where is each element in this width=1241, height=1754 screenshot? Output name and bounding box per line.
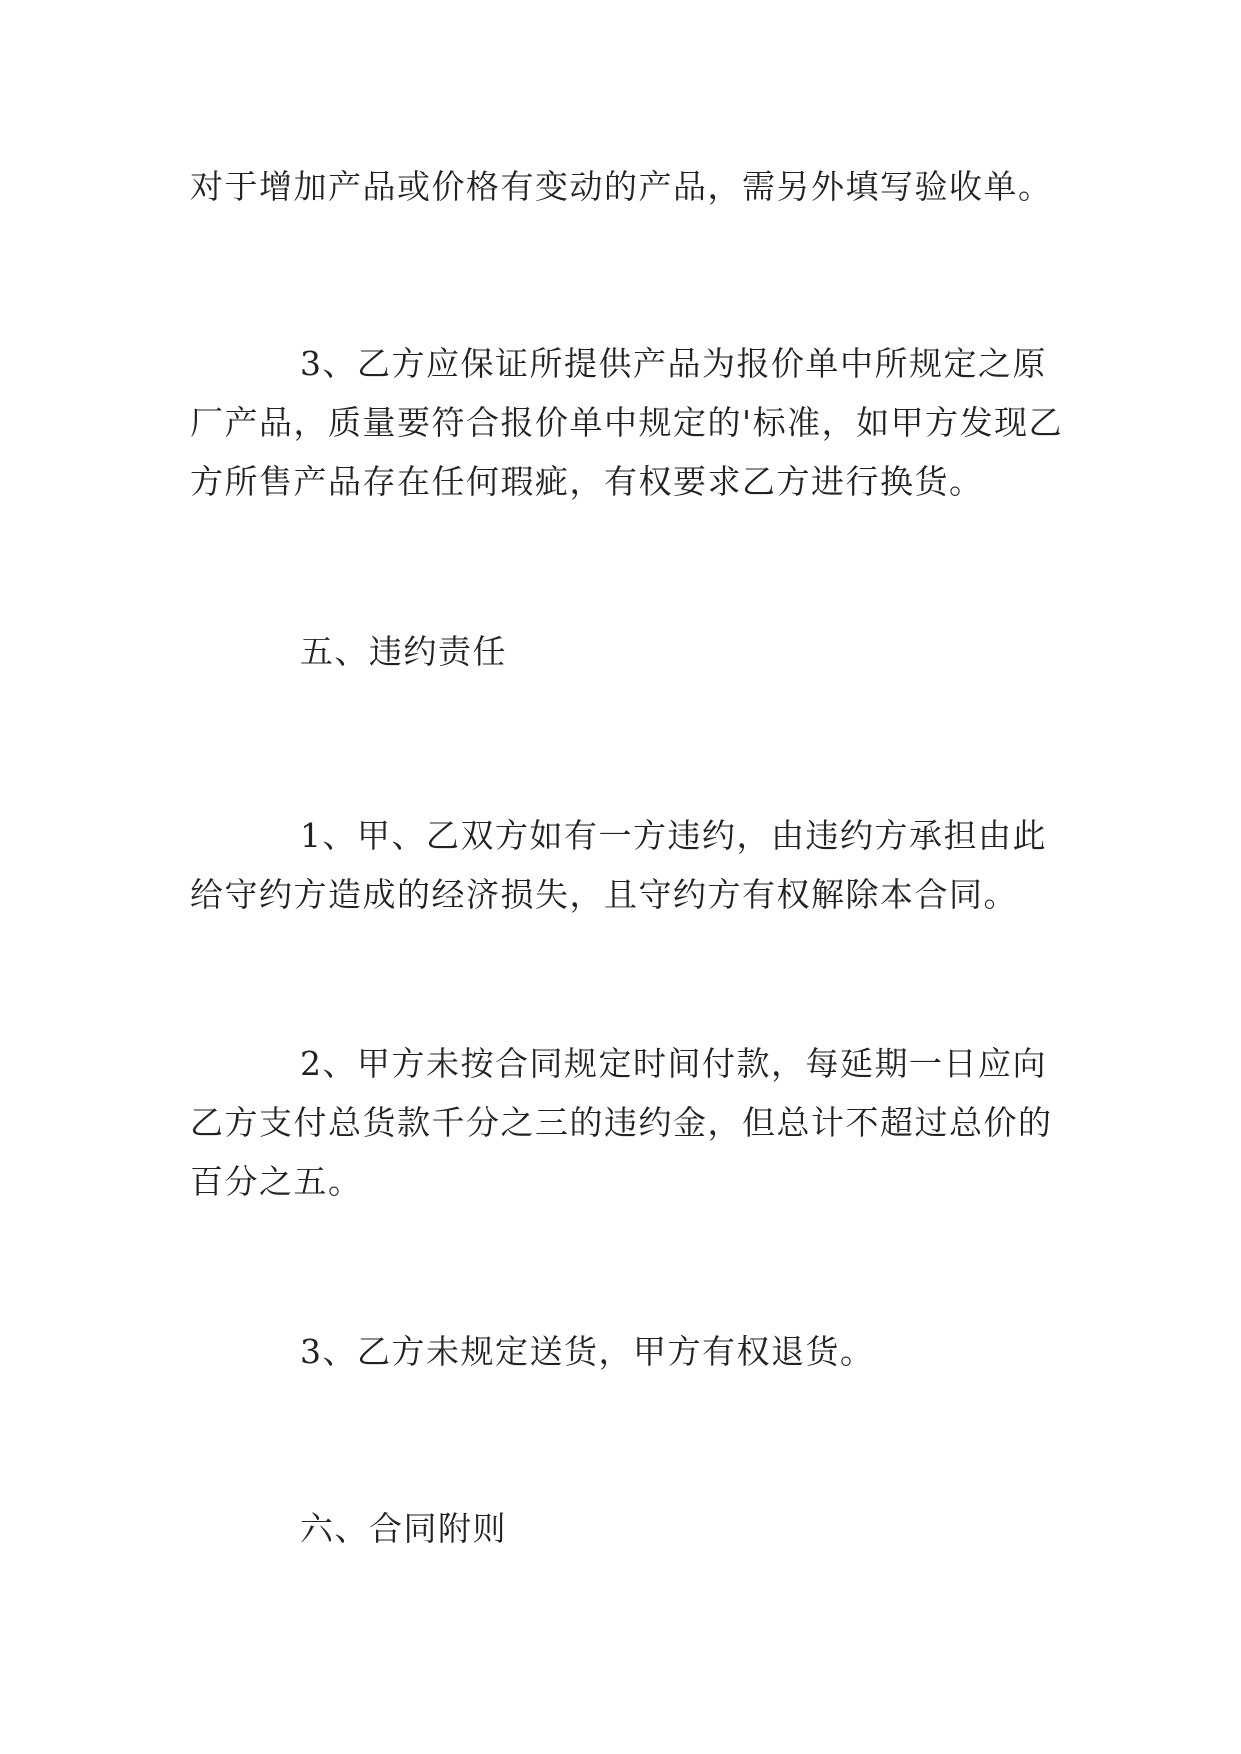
- section-heading-breach-liability: 五、违约责任: [300, 632, 507, 671]
- paragraph-receipt-note: 对于增加产品或价格有变动的产品，需另外填写验收单。: [190, 167, 1053, 206]
- section-heading-supplementary-provisions: 六、合同附则: [300, 1509, 507, 1548]
- paragraph-clause-breach-damages: 1、甲、乙双方如有一方违约，由违约方承担由此给守约方造成的经济损失，且守约方有权解除本合同。: [190, 816, 1047, 914]
- paragraph-clause-quality: 3、乙方应保证所提供产品为报价单中所规定之原厂产品，质量要符合报价单中规定的'标准，如甲方发现乙方所售产品存在任何瑕疵，有权要求乙方进行换货。: [190, 344, 1064, 501]
- paragraph-clause-return-goods: 3、乙方未规定送货，甲方有权退货。: [300, 1332, 875, 1371]
- paragraph-clause-late-payment: 2、甲方未按合同规定时间付款，每延期一日应向乙方支付总货款千分之三的违约金，但总计不超过总价的百分之五。: [190, 1044, 1053, 1201]
